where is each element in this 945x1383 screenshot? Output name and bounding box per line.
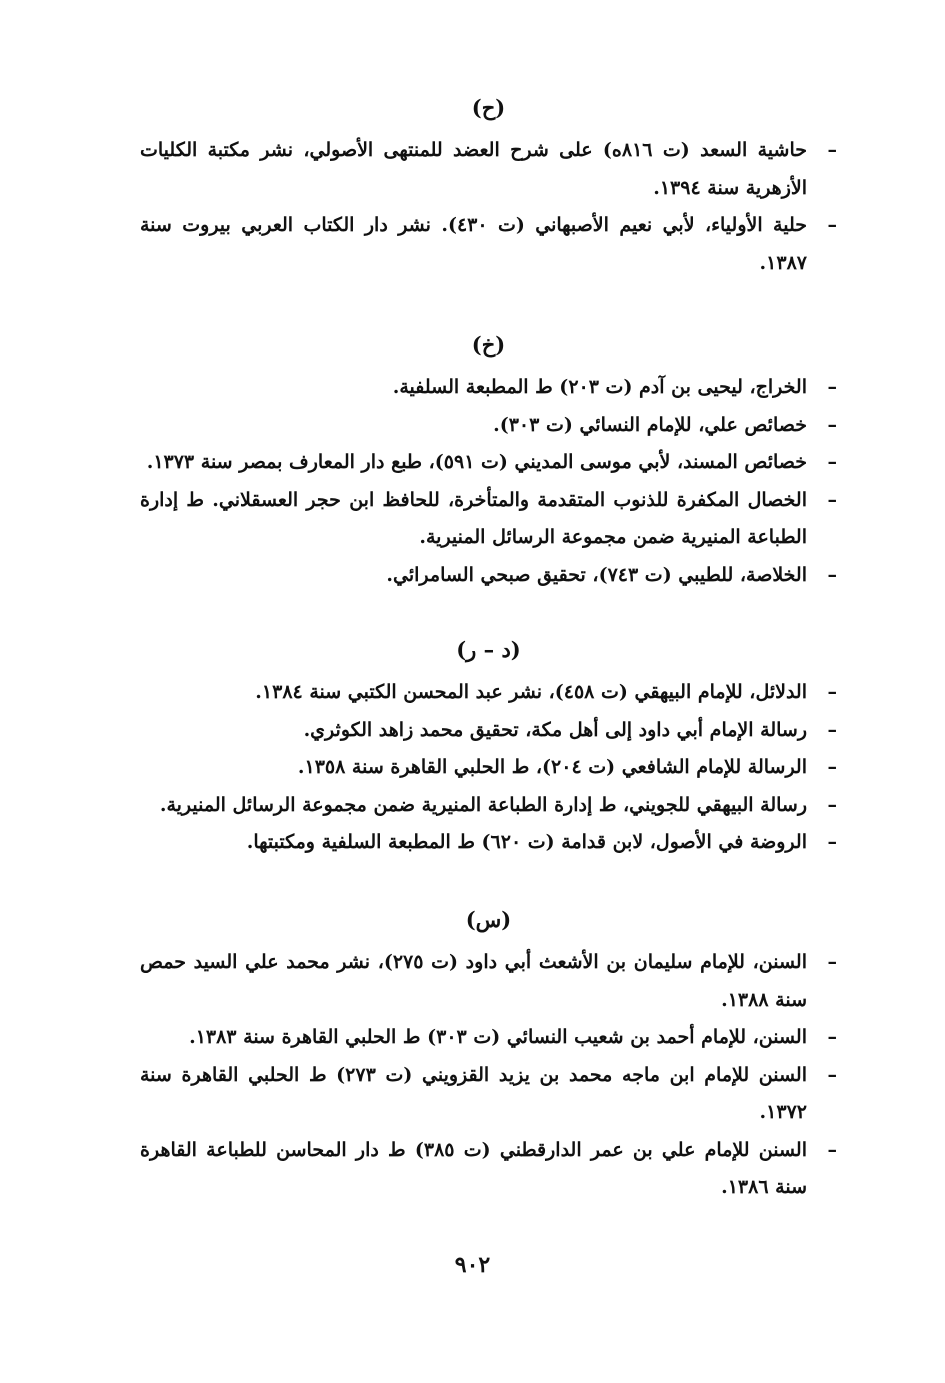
entry-dash: – — [827, 376, 837, 398]
entry-text: السنن، للإمام أحمد بن شعيب النسائي (ت ٣٠٣) ط الحلبي القاهرة سنة ١٣٨٣. — [189, 1026, 807, 1048]
entry-text: السنن، للإمام سليمان بن الأشعث أبي داود (ت ٢٧٥)، نشر محمد علي السيد حمص سنة ١٣٨٨. — [140, 951, 807, 1011]
bibliography-entry — [140, 482, 837, 557]
entry-dash: – — [827, 1026, 837, 1048]
entry-text: رسالة الإمام أبي داود إلى أهل مكة، تحقيق محمد زاهد الكوثري. — [303, 718, 807, 741]
page-number: ٩٠٢ — [454, 1252, 491, 1278]
entry-text: السنن للإمام ابن ماجه محمد بن يزيد القزويني (ت ٢٧٣) ط الحلبي القاهرة سنة ١٣٧٢. — [140, 1063, 807, 1123]
bibliography-entry — [140, 787, 837, 825]
entry-text: الروضة في الأصول، لابن قدامة (ت ٦٢٠) ط المطبعة السلفية ومكتبتها. — [246, 831, 807, 853]
entry-text: خصائص المسند، لأبي موسى المديني (ت ٥٩١)، طبع دار المعارف بمصر سنة ١٣٧٣. — [146, 451, 807, 473]
bibliography-entry — [140, 944, 837, 1019]
entry-dash: – — [827, 756, 837, 778]
entry-text: رسالة البيهقي للجويني، ط إدارة الطباعة المنيرية ضمن مجموعة الرسائل المنيرية. — [159, 793, 807, 816]
bibliography-entry — [140, 1019, 837, 1057]
bibliography-entry — [140, 1057, 837, 1132]
entry-dash: – — [827, 488, 837, 511]
section-heading: (خ) — [471, 332, 506, 357]
entry-dash: – — [827, 1138, 837, 1161]
entry-dash: – — [827, 831, 837, 853]
bibliography-entry — [140, 712, 837, 750]
entry-dash: – — [827, 563, 837, 586]
entry-dash: – — [827, 214, 837, 236]
entry-dash: – — [827, 413, 837, 436]
entry-text: الخصال المكفرة للذنوب المتقدمة والمتأخرة، للحافظ ابن حجر العسقلاني. ط إدارة الطباعة المنيرية ضمن مجموعة الرسائل المنيرية. — [140, 488, 807, 548]
entry-text: السنن للإمام علي بن عمر الدارقطني (ت ٣٨٥) ط دار المحاسن للطباعة القاهرة سنة ١٣٨٦. — [140, 1138, 807, 1198]
entry-text: الخلاصة، للطيبي (ت ٧٤٣)، تحقيق صبحي السامرائي. — [386, 563, 807, 586]
section-ha — [140, 88, 837, 282]
entry-text: خصائص علي، للإمام النسائي (ت ٣٠٣). — [493, 413, 807, 436]
entry-text: الدلائل، للإمام البيهقي (ت ٤٥٨)، نشر عبد المحسن الكتبي سنة ١٣٨٤. — [255, 681, 807, 703]
bibliography-entry — [140, 444, 837, 482]
bibliography-entry — [140, 132, 837, 207]
bibliography-entry — [140, 674, 837, 712]
entry-dash: – — [827, 793, 837, 816]
section-sin — [140, 900, 837, 1207]
entry-text: حلية الأولياء، لأبي نعيم الأصبهاني (ت ٤٣٠). نشر دار الكتاب العربي بيروت سنة ١٣٨٧. — [140, 214, 807, 274]
entry-dash: – — [827, 139, 837, 161]
bibliography-entry — [140, 207, 837, 282]
entry-text: الرسالة للإمام الشافعي (ت ٢٠٤)، ط الحلبي القاهرة سنة ١٣٥٨. — [297, 756, 807, 778]
section-heading: (ح) — [471, 95, 506, 120]
section-kha — [140, 325, 837, 594]
section-dal-ra — [140, 630, 837, 862]
entry-dash: – — [827, 451, 837, 473]
entry-dash: – — [827, 718, 837, 741]
entry-text: حاشية السعد (ت ٨١٦ه) على شرح العضد للمنتهى الأصولي، نشر مكتبة الكليات الأزهرية سنة ١٣٩٤. — [140, 139, 807, 199]
bibliography-entry — [140, 749, 837, 787]
entry-dash: – — [827, 951, 837, 973]
bibliography-entry — [140, 369, 837, 407]
entry-text: الخراج، ليحيى بن آدم (ت ٢٠٣) ط المطبعة السلفية. — [392, 376, 807, 398]
entry-dash: – — [827, 1063, 837, 1086]
bibliography-entry — [140, 1132, 837, 1207]
bibliography-entry — [140, 557, 837, 595]
bibliography-entry — [140, 407, 837, 445]
section-heading: (د – ر) — [456, 637, 521, 662]
entry-dash: – — [827, 681, 837, 703]
bibliography-entry — [140, 824, 837, 862]
section-heading: (س) — [465, 907, 512, 932]
